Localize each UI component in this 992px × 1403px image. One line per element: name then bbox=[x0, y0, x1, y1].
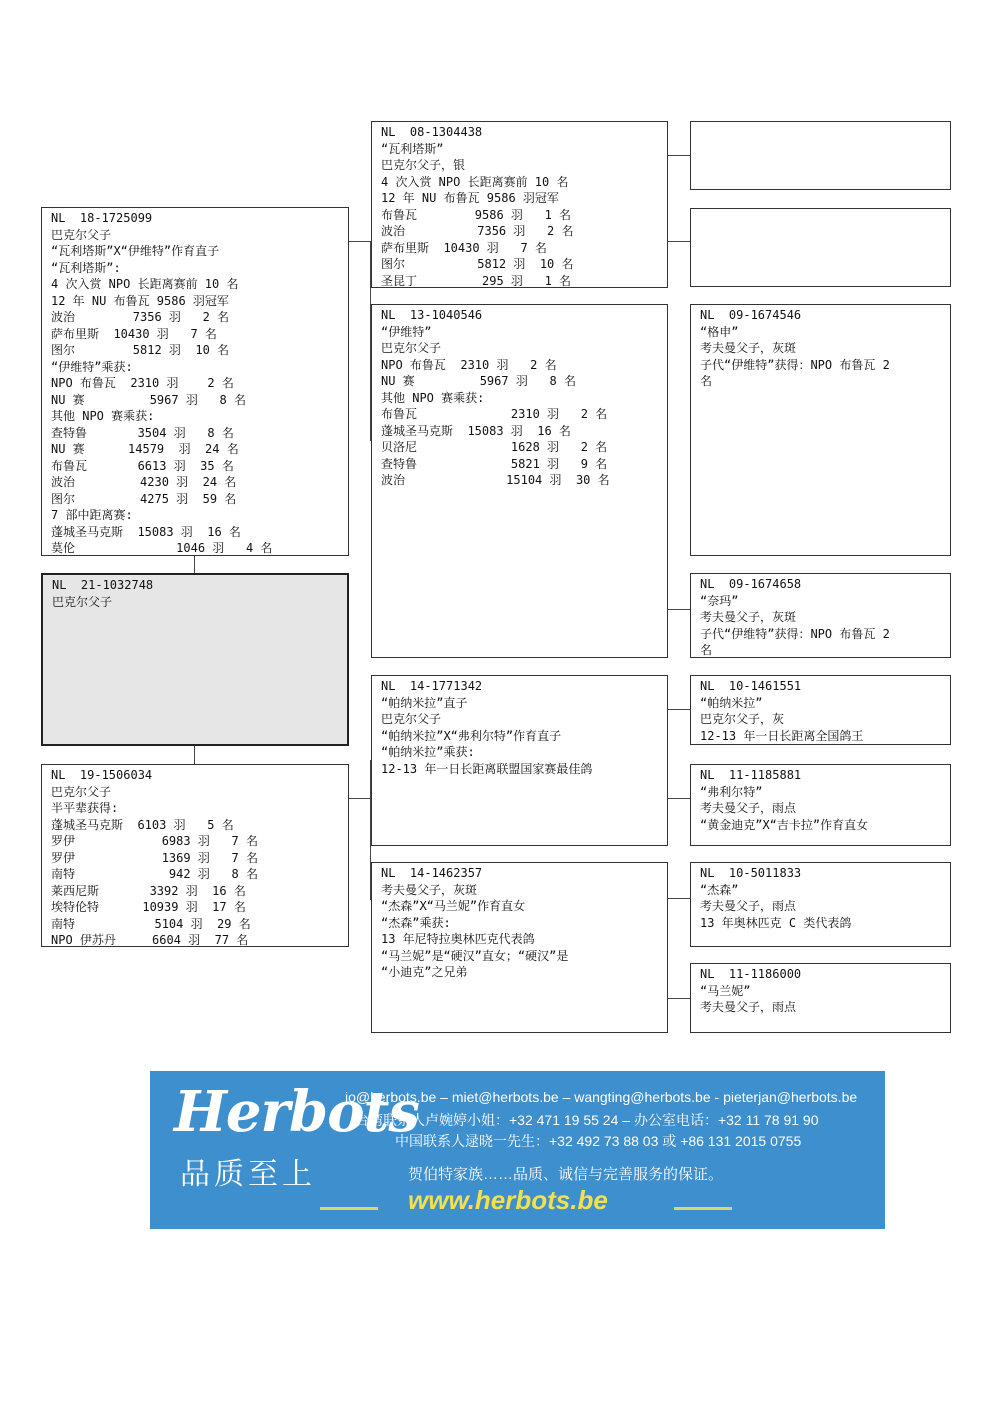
pedigree-line: 考夫曼父子，雨点 bbox=[700, 1000, 797, 1014]
ring-number: NL 09-1674658 bbox=[700, 577, 802, 591]
pedigree-line: 巴克尔父子 bbox=[51, 227, 112, 242]
ring-number: NL 09-1674546 bbox=[700, 308, 802, 322]
pedigree-line: 巴克尔父子 bbox=[381, 341, 442, 355]
ring-number: NL 11-1186000 bbox=[700, 967, 802, 981]
connector bbox=[667, 609, 690, 610]
ring-number: NL 10-5011833 bbox=[700, 866, 802, 880]
sire-dam-dam-card bbox=[690, 573, 951, 658]
sire-sire-dam-card bbox=[690, 208, 951, 287]
banner-tagline: 贺伯特家族……品质、诚信与完善服务的保证。 bbox=[408, 1166, 724, 1183]
pedigree-line: 埃特伦特 10939 羽 17 名 bbox=[51, 900, 246, 914]
pedigree-line: 南特 942 羽 8 名 bbox=[51, 867, 258, 881]
herbots-banner bbox=[150, 1071, 885, 1229]
pedigree-line: “瓦利塔斯”: bbox=[51, 260, 121, 275]
pedigree-line: 布鲁瓦 2310 羽 2 名 bbox=[381, 407, 608, 421]
pedigree-line: 布鲁瓦 9586 羽 1 名 bbox=[381, 207, 572, 222]
pedigree-line: NPO 布鲁瓦 2310 羽 2 名 bbox=[381, 357, 557, 372]
pedigree-line: “小迪克”之兄弟 bbox=[381, 965, 468, 979]
pedigree-line: 查特鲁 3504 羽 8 名 bbox=[51, 425, 234, 440]
ring-number: NL 11-1185881 bbox=[700, 768, 802, 782]
pedigree-line: 巴克尔父子 bbox=[52, 594, 113, 609]
pedigree-line: “杰森”乘获: bbox=[381, 915, 451, 930]
pedigree-line: 蓬城圣马克斯 6103 羽 5 名 bbox=[51, 817, 234, 832]
banner-website[interactable]: www.herbots.be bbox=[408, 1185, 608, 1215]
dam-sire-dam-card bbox=[690, 764, 951, 846]
dam-dam-dam-card bbox=[690, 963, 951, 1033]
pedigree-line: 12 年 NU 布鲁瓦 9586 羽冠军 bbox=[51, 293, 229, 308]
pedigree-line: 13 年奥林匹克 C 类代表鸽 bbox=[700, 915, 852, 930]
pedigree-line: 子代“伊维特”获得：NPO 布鲁瓦 2 bbox=[700, 626, 890, 641]
pedigree-line: 波治 4230 羽 24 名 bbox=[51, 475, 237, 489]
pedigree-line: 圣昆丁 295 羽 1 名 bbox=[381, 273, 572, 288]
pedigree-line: 巴克尔父子 bbox=[51, 784, 112, 799]
pedigree-line: 图尔 5812 羽 10 名 bbox=[381, 257, 574, 271]
ring-number: NL 14-1771342 bbox=[381, 679, 483, 693]
pedigree-line: 萨布里斯 10430 羽 7 名 bbox=[51, 326, 217, 341]
sire-card bbox=[41, 207, 349, 556]
pedigree-line: 贝洛尼 1628 羽 2 名 bbox=[381, 440, 608, 454]
pedigree-line: 考夫曼父子，雨点 bbox=[700, 899, 797, 913]
pedigree-line: 蓬城圣马克斯 15083 羽 16 名 bbox=[381, 423, 571, 438]
pedigree-line: “伊维特”乘获: bbox=[51, 359, 133, 374]
pedigree-line: 4 次入赏 NPO 长距离赛前 10 名 bbox=[381, 174, 569, 189]
pedigree-line: 12-13 年一日长距离全国鸽王 bbox=[700, 728, 864, 743]
ring-number: NL 08-1304438 bbox=[381, 125, 483, 139]
dam-dam-sire-card bbox=[690, 862, 951, 947]
pedigree-line: NU 赛 5967 羽 8 名 bbox=[381, 374, 576, 388]
connector bbox=[667, 998, 690, 999]
pedigree-line: “杰森” bbox=[700, 882, 739, 897]
pedigree-line: 考夫曼父子，雨点 bbox=[700, 801, 797, 815]
pedigree-line: NPO 布鲁瓦 2310 羽 2 名 bbox=[51, 376, 234, 390]
pedigree-line: NU 赛 5967 羽 8 名 bbox=[51, 392, 246, 407]
ring-number: NL 19-1506034 bbox=[51, 768, 153, 782]
dam-sire-sire-card bbox=[690, 675, 951, 745]
sire-dam-card bbox=[371, 304, 668, 658]
banner-emails[interactable]: jo@herbots.be – miet@herbots.be – wangting@herbots.be - pieterjan@herbots.be bbox=[345, 1089, 858, 1105]
pedigree-line: 12 年 NU 布鲁瓦 9586 羽冠军 bbox=[381, 191, 559, 205]
pedigree-line: “瓦利塔斯” bbox=[381, 141, 444, 156]
connector bbox=[667, 709, 690, 710]
connector bbox=[194, 745, 195, 764]
ring-number: NL 18-1725099 bbox=[51, 211, 153, 225]
connector bbox=[348, 798, 370, 799]
pedigree-line: 蓬城圣马克斯 15083 羽 16 名 bbox=[51, 524, 241, 539]
pedigree-line: 其他 NPO 赛乘获: bbox=[51, 409, 155, 423]
pedigree-line: “帕纳米拉”X“弗利尔特”作育直子 bbox=[381, 728, 562, 743]
pedigree-line: “伊维特” bbox=[381, 324, 432, 339]
pedigree-line: “瓦利塔斯”X“伊维特”作育直子 bbox=[51, 244, 220, 258]
pedigree-line: 名 bbox=[700, 374, 713, 388]
pedigree-line: NPO 伊苏丹 6604 羽 77 名 bbox=[51, 933, 249, 947]
pedigree-line: 图尔 5812 羽 10 名 bbox=[51, 343, 230, 357]
ring-number: NL 21-1032748 bbox=[52, 578, 154, 592]
pedigree-line: “黄金迪克”X“吉卡拉”作育直女 bbox=[700, 817, 869, 832]
herbots-logo: Herbots bbox=[174, 1079, 419, 1145]
pedigree-line: “弗利尔特” bbox=[700, 784, 763, 799]
pedigree-line: 巴克尔父子，银 bbox=[381, 158, 466, 172]
pedigree-line: 查特鲁 5821 羽 9 名 bbox=[381, 456, 608, 471]
pedigree-line: 图尔 4275 羽 59 名 bbox=[51, 491, 237, 506]
dam-card bbox=[41, 764, 349, 947]
pedigree-line: “杰森”X“马兰妮”作育直女 bbox=[381, 899, 526, 913]
pedigree-line: 其他 NPO 赛乘获: bbox=[381, 390, 485, 405]
pedigree-line: 莫伦 1046 羽 4 名 bbox=[51, 541, 273, 555]
pedigree-line: 波治 7356 羽 2 名 bbox=[51, 310, 230, 324]
pedigree-line: 波治 15104 羽 30 名 bbox=[381, 473, 610, 487]
banner-taiwan-contact: 台湾联系人卢婉婷小姐：+32 471 19 55 24 – 办公室电话：+32 11 78 91 90 bbox=[355, 1112, 819, 1128]
pedigree-line: “马兰妮” bbox=[700, 983, 751, 998]
banner-decoration-left bbox=[320, 1207, 378, 1210]
pedigree-line: 考夫曼父子，灰斑 bbox=[700, 341, 797, 355]
banner-slogan: 品质至上 bbox=[180, 1157, 316, 1192]
pedigree-line: “帕纳米拉” bbox=[700, 695, 763, 710]
ring-number: NL 14-1462357 bbox=[381, 866, 483, 880]
sire-dam-sire-card bbox=[690, 304, 951, 556]
connector bbox=[667, 155, 690, 156]
pedigree-line: 萨布里斯 10430 羽 7 名 bbox=[381, 240, 547, 255]
pedigree-line: 罗伊 6983 羽 7 名 bbox=[51, 834, 258, 848]
pedigree-line: “马兰妮”是“硬汉”直女；“硬汉”是 bbox=[381, 948, 569, 963]
pedigree-line: 考夫曼父子，灰斑 bbox=[381, 882, 478, 897]
pedigree-line: 巴克尔父子 bbox=[381, 712, 442, 726]
pedigree-line: 布鲁瓦 6613 羽 35 名 bbox=[51, 458, 234, 473]
pedigree-line: “格申” bbox=[700, 324, 739, 339]
ring-number: NL 13-1040546 bbox=[381, 308, 483, 322]
pedigree-line: NU 赛 14579 羽 24 名 bbox=[51, 442, 239, 456]
pedigree-line: 波治 7356 羽 2 名 bbox=[381, 224, 574, 238]
pedigree-line: “帕纳米拉”直子 bbox=[381, 695, 468, 710]
sire-sire-sire-card bbox=[690, 121, 951, 190]
pedigree-line: 罗伊 1369 羽 7 名 bbox=[51, 850, 258, 865]
banner-china-contact: 中国联系人逯晓一先生：+32 492 73 88 03 或 +86 131 2015 0755 bbox=[395, 1133, 802, 1149]
pedigree-line: “奈玛” bbox=[700, 593, 739, 608]
pedigree-line: 12-13 年一日长距离联盟国家赛最佳鸽 bbox=[381, 761, 593, 776]
pedigree-line: 南特 5104 羽 29 名 bbox=[51, 916, 251, 931]
connector bbox=[194, 555, 195, 573]
sire-sire-card bbox=[371, 121, 668, 288]
ring-number: NL 10-1461551 bbox=[700, 679, 802, 693]
pedigree-line: 半平辈获得: bbox=[51, 801, 119, 815]
banner-decoration-right bbox=[674, 1207, 732, 1210]
pedigree-line: 莱西尼斯 3392 羽 16 名 bbox=[51, 883, 246, 898]
pedigree-line: “帕纳米拉”乘获: bbox=[381, 745, 475, 759]
pedigree-line: 子代“伊维特”获得：NPO 布鲁瓦 2 bbox=[700, 357, 890, 372]
pedigree-line: 考夫曼父子，灰斑 bbox=[700, 610, 797, 624]
connector bbox=[667, 241, 690, 242]
pedigree-line: 巴克尔父子，灰 bbox=[700, 712, 785, 726]
pedigree-line: 4 次入赏 NPO 长距离赛前 10 名 bbox=[51, 277, 239, 291]
dam-sire-card bbox=[371, 675, 668, 846]
connector bbox=[667, 798, 690, 799]
pedigree-line: 7 部中距离赛: bbox=[51, 508, 133, 522]
dam-dam-card bbox=[371, 862, 668, 1033]
connector bbox=[667, 898, 690, 899]
connector bbox=[348, 241, 370, 242]
subject-card bbox=[41, 573, 349, 746]
pedigree-line: 名 bbox=[700, 643, 713, 657]
pedigree-line: 13 年尼特拉奥林匹克代表鸽 bbox=[381, 932, 535, 946]
